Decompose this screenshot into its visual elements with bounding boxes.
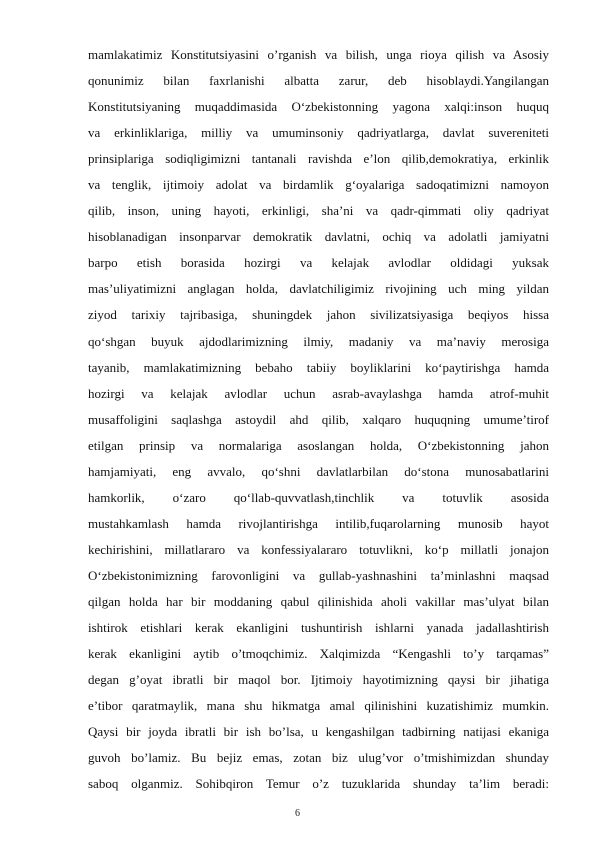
text-line: qilgan holda har bir moddaning qabul qilinishida aholi vakillar mas’ulyat bilan — [88, 593, 549, 609]
text-line: tayanib, mamlakatimizning bebaho tabiiy boyliklarini ko‘paytirishga hamda — [88, 359, 549, 375]
text-line: qonunimiz bilan faxrlanishi albatta zarur, deb hisoblaydi.Yangilangan — [88, 73, 549, 89]
text-line: guvoh bo’lamiz. Bu bejiz emas, zotan biz ulug’vor o’tmishimizdan shunday — [88, 750, 549, 766]
text-line: O‘zbekistonimizning farovonligini va gullab-yashnashini ta’minlashni maqsad — [88, 567, 549, 583]
text-line: ziyod tarixiy tajribasiga, shuningdek jahon sivilizatsiyasiga beqiyos hissa — [88, 307, 549, 323]
text-line: kerak ekanligini aytib o’tmoqchimiz. Xalqimizda “Kengashli to’y tarqamas” — [88, 646, 549, 662]
text-line: hamkorlik, o‘zaro qo‘llab-quvvatlash,tinchlik va totuvlik asosida — [88, 489, 549, 505]
text-line: degan g’oyat ibratli bir maqol bor. Ijtimoiy hayotimizning qaysi bir jihatiga — [88, 672, 549, 688]
text-line: kechirishini, millatlararo va konfessiyalararo totuvlikni, ko‘p millatli jonajon — [88, 541, 549, 557]
text-line: mamlakatimiz Konstitutsiyasini o’rganish va bilish, unga rioya qilish va Asosiy — [88, 47, 549, 62]
text-line: Qaysi bir joyda ibratli bir ish bo’lsa, u kengashilgan tadbirning natijasi ekaniga — [88, 724, 549, 740]
text-line: prinsiplariga sodiqligimizni tantanali ravishda e’lon qilib,demokratiya, erkinlik — [88, 151, 549, 167]
text-line: ishtirok etishlari kerak ekanligini tushuntirish ishlarni yanada jadallashtirish — [88, 620, 549, 636]
text-line: musaffoligini saqlashga astoydil ahd qilib, xalqaro huquqning umume’tirof — [88, 411, 549, 427]
text-line: hozirgi va kelajak avlodlar uchun asrab-avaylashga hamda atrof-muhit — [88, 385, 549, 401]
text-line: mas’uliyatimizni anglagan holda, davlatchiligimiz rivojining uch ming yildan — [88, 281, 549, 297]
text-line: Konstitutsiyaning muqaddimasida O‘zbekistonning yagona xalqi:inson huquq — [88, 99, 549, 115]
text-line: etilgan prinsip va normalariga asoslangan holda, O‘zbekistonning jahon — [88, 437, 549, 453]
text-line: mustahkamlash hamda rivojlantirishga intilib,fuqarolarning munosib hayot — [88, 515, 549, 531]
text-line: saboq olganmiz. Sohibqiron Temur o’z tuzuklarida shunday ta’lim beradi: — [88, 776, 549, 792]
text-line: va erkinliklariga, milliy va umuminsoniy qadriyatlarga, davlat suvereniteti — [88, 125, 549, 141]
page-number: 6 — [295, 808, 300, 819]
text-line: e’tibor qaratmaylik, mana shu hikmatga amal qilinishini kuzatishimiz mumkin. — [88, 698, 549, 714]
text-line: hamjamiyati, eng avvalo, qo‘shni davlatlarbilan do‘stona munosabatlarini — [88, 463, 549, 479]
text-line: hisoblanadigan insonparvar demokratik davlatni, ochiq va adolatli jamiyatni — [88, 229, 549, 245]
text-line: qo‘shgan buyuk ajdodlarimizning ilmiy, madaniy va ma’naviy merosiga — [88, 333, 549, 349]
text-line: va tenglik, ijtimoiy adolat va birdamlik g‘oyalariga sadoqatimizni namoyon — [88, 177, 549, 193]
text-line: qilib, inson, uning hayoti, erkinligi, sha’ni va qadr-qimmati oliy qadriyat — [88, 203, 549, 219]
text-line: barpo etish borasida hozirgi va kelajak avlodlar oldidagi yuksak — [88, 255, 549, 271]
body-text — [88, 42, 549, 797]
